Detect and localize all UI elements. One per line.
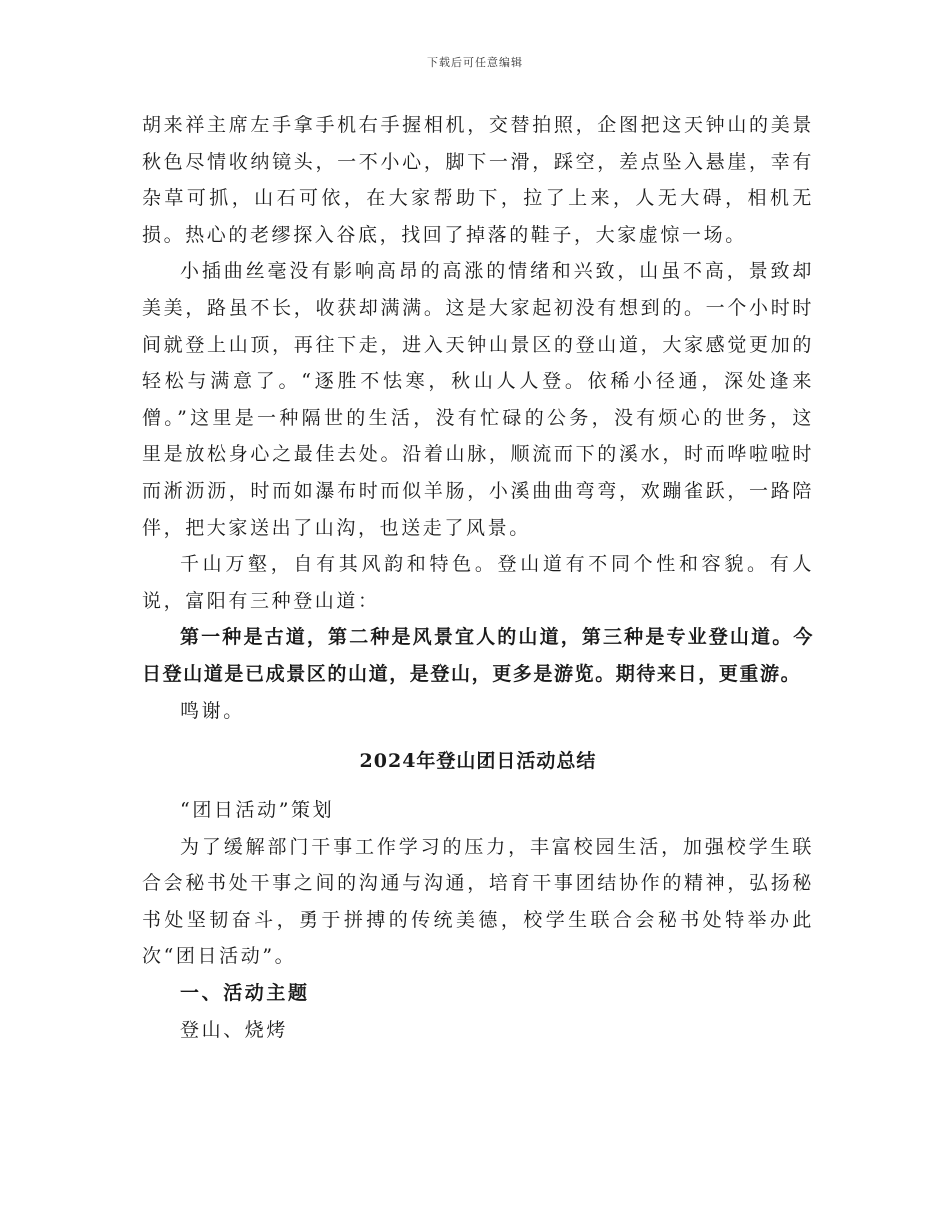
document-body: [142, 107, 814, 1048]
paragraph-thanks: 鸣谢。: [180, 699, 245, 722]
heading-activity-theme: 一、活动主题: [180, 982, 310, 1005]
paragraph-accident: 胡来祥主席左手拿手机右手握相机，交替拍照，企图把这天钟山的美景秋色尽情收纳镜头，一不小心，脚下一滑，踩空，差点坠入悬崖，幸有杂草可抓，山石可依，在大家帮助下，拉了上来，人无大碍，相机无损。热心的老缪探入谷底，找回了掉落的鞋子，大家虚惊一场。: [142, 114, 814, 246]
paragraph-intro: 为了缓解部门干事工作学习的压力，丰富校园生活，加强校学生联合会秘书处干事之间的沟通与沟通，培育干事团结协作的精神，弘扬秘书处坚韧奋斗，勇于拼搏的传统美德，校学生联合会秘书处特举办此次“团日活动”。: [142, 835, 814, 968]
section-title: 2024年登山团日活动总结: [359, 750, 597, 773]
paragraph-activity-theme: 登山、烧烤: [180, 1018, 289, 1041]
page-header: 下载后可任意编辑: [427, 56, 523, 69]
paragraph-scenery: 小插曲丝毫没有影响高昂的高涨的情绪和兴致，山虽不高，景致却美美，路虽不长，收获却满满。这是大家起初没有想到的。一个小时时间就登上山顶，再往下走，进入天钟山景区的登山道，大家感觉更加的轻松与满意了。“逐胜不怯寒，秋山人人登。依稀小径通，深处逢来僧。”这里是一种隔世的生活，没有忙碌的公务，没有烦心的世务，这里是放松身心之最佳去处。沿着山脉，顺流而下的溪水，时而哗啦啦时而淅沥沥，时而如瀑布时而似羊肠，小溪曲曲弯弯，欢蹦雀跃，一路陪伴，把大家送出了山沟，也送走了风景。: [142, 260, 814, 539]
paragraph-trail-types: 第一种是古道，第二种是风景宜人的山道，第三种是专业登山道。今日登山道是已成景区的山道，是登山，更多是游览。期待来日，更重游。: [142, 626, 814, 685]
paragraph-trails-intro: 千山万壑，自有其风韵和特色。登山道有不同个性和容貌。有人说，富阳有三种登山道：: [142, 553, 814, 612]
section-subtitle: “团日活动”策划: [180, 799, 335, 822]
